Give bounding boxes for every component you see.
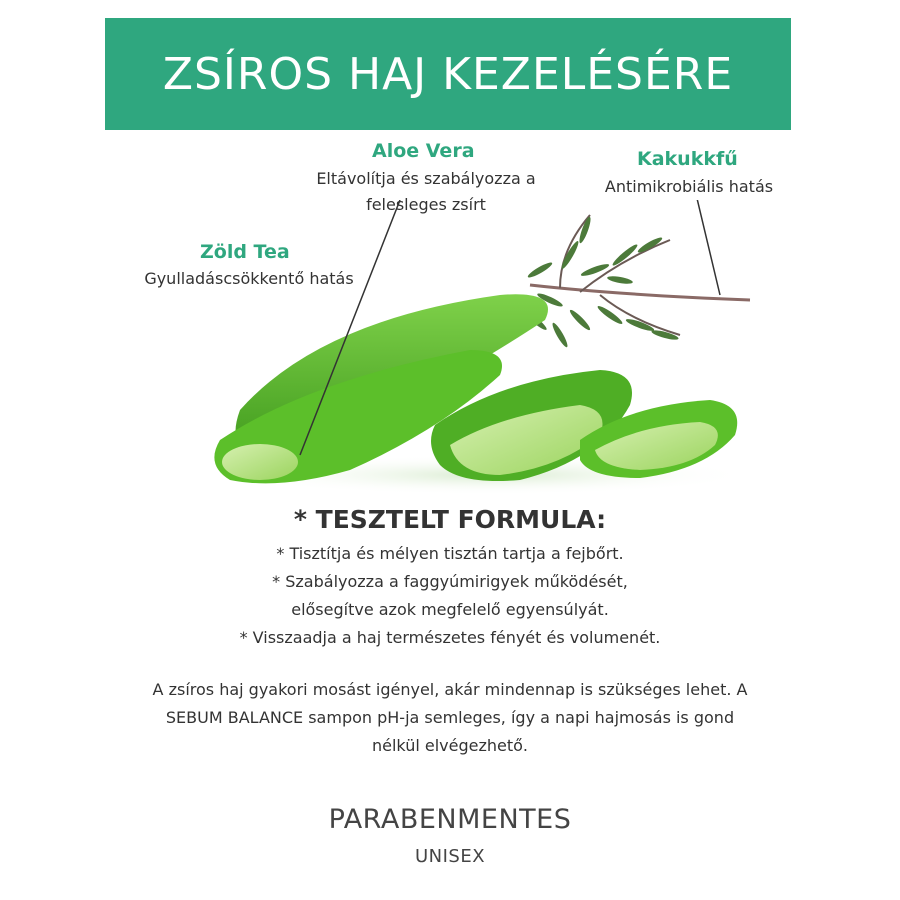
title-banner bbox=[105, 18, 791, 130]
thyme-desc-line: Antimikrobiális hatás bbox=[604, 177, 774, 196]
aloe-thyme-illustration bbox=[200, 200, 760, 500]
aloe-vera-desc-line: Eltávolítja és szabályozza a bbox=[316, 169, 536, 188]
paragraph-line: A zsíros haj gyakori mosást igényel, akár mindennap is szükséges lehet. A bbox=[152, 680, 748, 699]
formula-line: elősegítve azok megfelelő egyensúlyát. bbox=[291, 600, 609, 619]
thyme-pointer-line bbox=[695, 200, 720, 295]
paragraph-line: nélkül elvégezhető. bbox=[371, 736, 528, 755]
description-paragraph bbox=[0, 676, 900, 760]
paraben-free-label: PARABENMENTES bbox=[328, 804, 572, 835]
thyme-sprig bbox=[522, 215, 750, 349]
unisex-label: UNISEX bbox=[414, 846, 486, 867]
thyme-name: Kakukkfű bbox=[637, 148, 738, 170]
green-tea-name: Zöld Tea bbox=[200, 241, 290, 263]
green-tea-desc-line: Gyulladáscsökkentő hatás bbox=[144, 269, 354, 288]
aloe-gel-cut bbox=[222, 444, 298, 480]
formula-list bbox=[0, 540, 900, 652]
paragraph-line: SEBUM BALANCE sampon pH-ja semleges, így a napi hajmosás is gond bbox=[165, 708, 735, 727]
formula-title: * TESZTELT FORMULA: bbox=[293, 505, 607, 534]
aloe-vera-desc-line: felesleges zsírt bbox=[366, 195, 486, 214]
formula-line: * Szabályozza a faggyúmirigyek működését, bbox=[272, 572, 628, 591]
formula-line: * Visszaadja a haj természetes fényét és volumenét. bbox=[239, 628, 661, 647]
formula-line: * Tisztítja és mélyen tisztán tartja a fejbőrt. bbox=[276, 544, 624, 563]
page-title: ZSÍROS HAJ KEZELÉSÉRE bbox=[162, 48, 734, 100]
aloe-vera-name: Aloe Vera bbox=[372, 140, 475, 162]
thyme-description bbox=[596, 174, 782, 200]
